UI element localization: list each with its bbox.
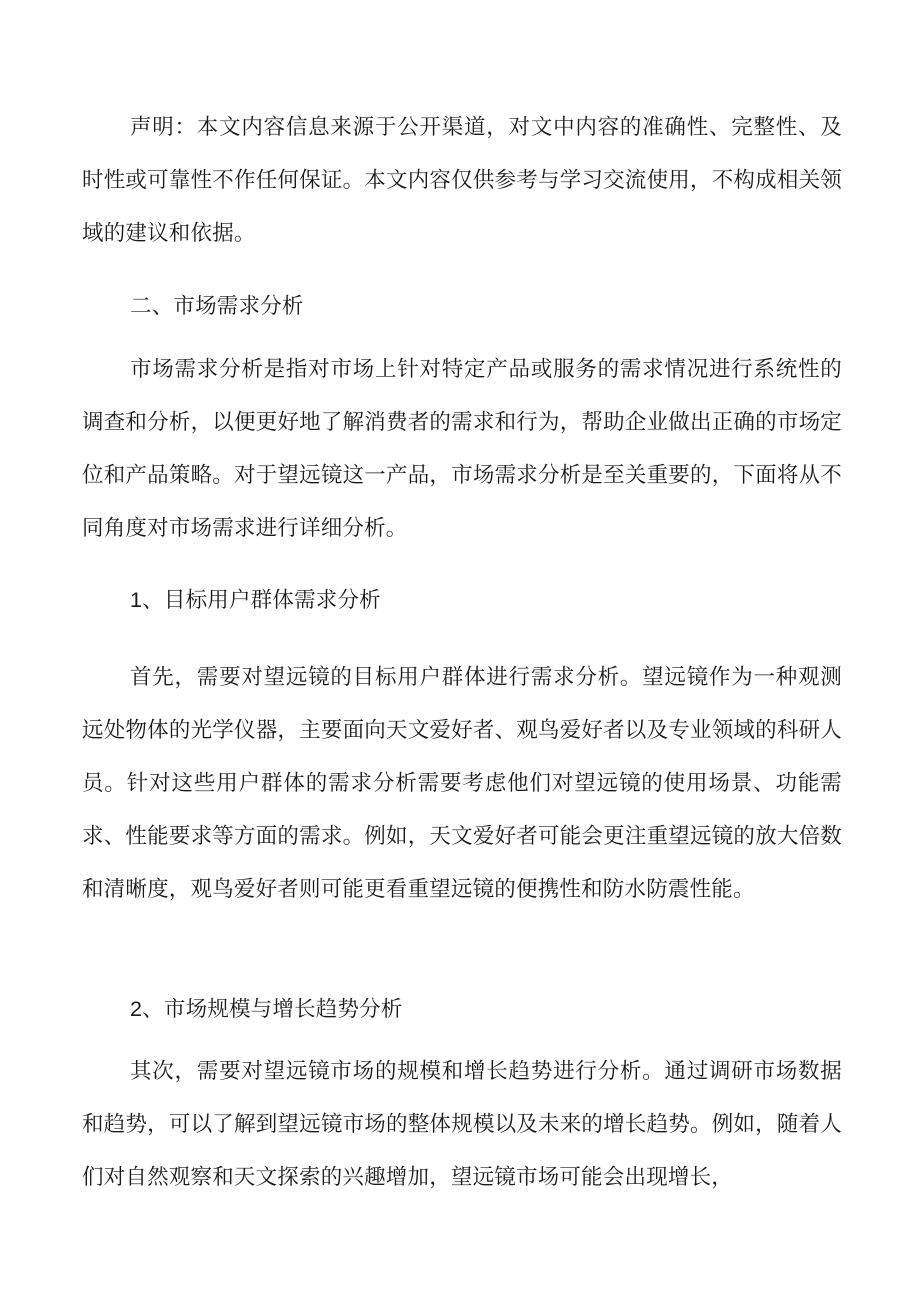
market-size-paragraph: 其次，需要对望远镜市场的规模和增长趋势进行分析。通过调研市场数据和趋势，可以了解到望远镜市场的整体规模以及未来的增长趋势。例如，随着人们对自然观察和天文探索的兴趣增加，望远镜市场可能会出现增长， <box>82 1059 842 1190</box>
subsection-heading-1 <box>130 574 381 627</box>
section-heading: 二、市场需求分析 <box>130 294 304 319</box>
subsection-title-1: 、目标用户群体需求分析 <box>142 588 381 613</box>
subsection-title-2: 、市场规模与增长趋势分析 <box>142 997 403 1022</box>
intro-paragraph: 市场需求分析是指对市场上针对特定产品或服务的需求情况进行系统性的调查和分析，以便更好地了解消费者的需求和行为，帮助企业做出正确的市场定位和产品策略。对于望远镜这一产品，市场需求分析是至关重要的，下面将从不同角度对市场需求进行详细分析。 <box>82 357 842 541</box>
subsection-heading-2 <box>130 983 403 1036</box>
target-users-paragraph: 首先，需要对望远镜的目标用户群体进行需求分析。望远镜作为一种观测远处物体的光学仪器，主要面向天文爱好者、观鸟爱好者以及专业领域的科研人员。针对这些用户群体的需求分析需要考虑他们对望远镜的使用场景、功能需求、性能要求等方面的需求。例如，天文爱好者可能会更注重望远镜的放大倍数和清晰度，观鸟爱好者则可能更看重望远镜的便携性和防水防震性能。 <box>82 665 842 902</box>
subsection-number-1: 1 <box>130 588 143 612</box>
disclaimer-paragraph: 声明：本文内容信息来源于公开渠道，对文中内容的准确性、完整性、及时性或可靠性不作任何保证。本文内容仅供参考与学习交流使用，不构成相关领域的建议和依据。 <box>82 115 842 246</box>
subsection-number-2: 2 <box>130 997 143 1021</box>
